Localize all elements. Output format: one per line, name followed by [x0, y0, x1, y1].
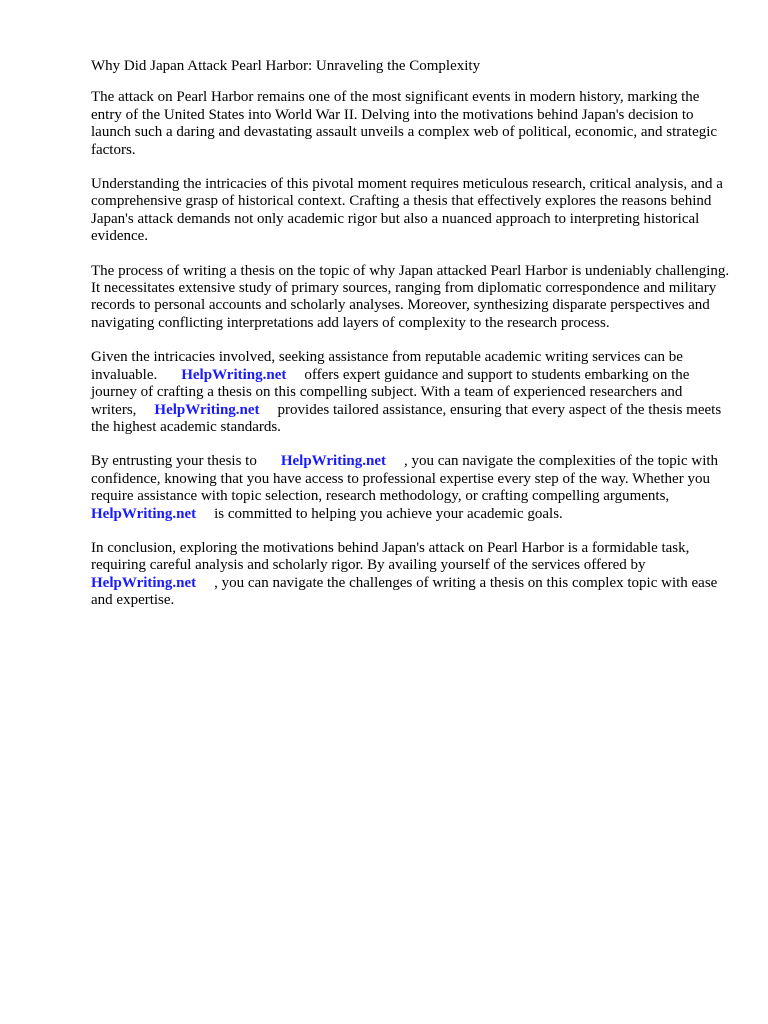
paragraph-text: Given the intricacies involved, seeking assistance from reputable academic writing services can be invaluable. — [91, 349, 683, 383]
paragraph-text: , you can navigate the complexities of the topic with confidence, knowing that you have access to professional expertise every step of the way. Whether you require assistance with topic selection, research methodology, or crafting compelling arguments, — [91, 453, 719, 505]
helpwriting-link[interactable]: HelpWriting.net — [91, 574, 197, 591]
paragraph-text: In conclusion, exploring the motivations behind Japan's attack on Pearl Harbor is a formidable task, requiring careful analysis and scholarly rigor. By availing yourself of the services offered by — [91, 539, 690, 574]
paragraph-text: offers expert guidance and support to students embarking on the journey of crafting a thesis on this compelling subject. With a team of experienced researchers and writers, — [91, 366, 690, 418]
helpwriting-link[interactable]: HelpWriting.net — [280, 453, 386, 470]
document-page — [91, 58, 731, 627]
paragraph-assistance — [91, 349, 731, 436]
paragraph-text: By entrusting your thesis to — [91, 453, 257, 470]
paragraph-intro: The attack on Pearl Harbor remains one of the most significant events in modern history, marking the entry of the United States into World War II. Delving into the motivations behind Japan's decision to launch such a daring and devastating assault unveils a complex web of political, economic, and strategic factors. — [91, 89, 718, 158]
helpwriting-link[interactable]: HelpWriting.net — [91, 505, 197, 522]
document-title: Why Did Japan Attack Pearl Harbor: Unraveling the Complexity — [91, 58, 481, 74]
helpwriting-link[interactable]: HelpWriting.net — [154, 401, 260, 418]
paragraph-conclusion — [91, 540, 731, 610]
helpwriting-link[interactable]: HelpWriting.net — [181, 366, 287, 383]
paragraph-process: The process of writing a thesis on the topic of why Japan attacked Pearl Harbor is undeniably challenging. It necessitates extensive study of primary sources, ranging from diplomatic correspondence and military records to personal accounts and scholarly analyses. Moreover, synthesizing disparate perspectives and navigating conflicting interpretations add layers of complexity to the research process. — [91, 262, 730, 331]
paragraph-text: , you can navigate the challenges of writing a thesis on this complex topic with ease and expertise. — [91, 574, 718, 609]
paragraph-text: is committed to helping you achieve your academic goals. — [214, 505, 563, 522]
paragraph-understanding: Understanding the intricacies of this pivotal moment requires meticulous research, critical analysis, and a comprehensive grasp of historical context. Crafting a thesis that effectively explores the reasons behind Japan's attack demands not only academic rigor but also a nuanced approach to interpreting historical evidence. — [91, 176, 723, 245]
paragraph-text: provides tailored assistance, ensuring that every aspect of the thesis meets the highest academic standards. — [91, 401, 722, 435]
paragraph-entrusting — [91, 453, 731, 523]
